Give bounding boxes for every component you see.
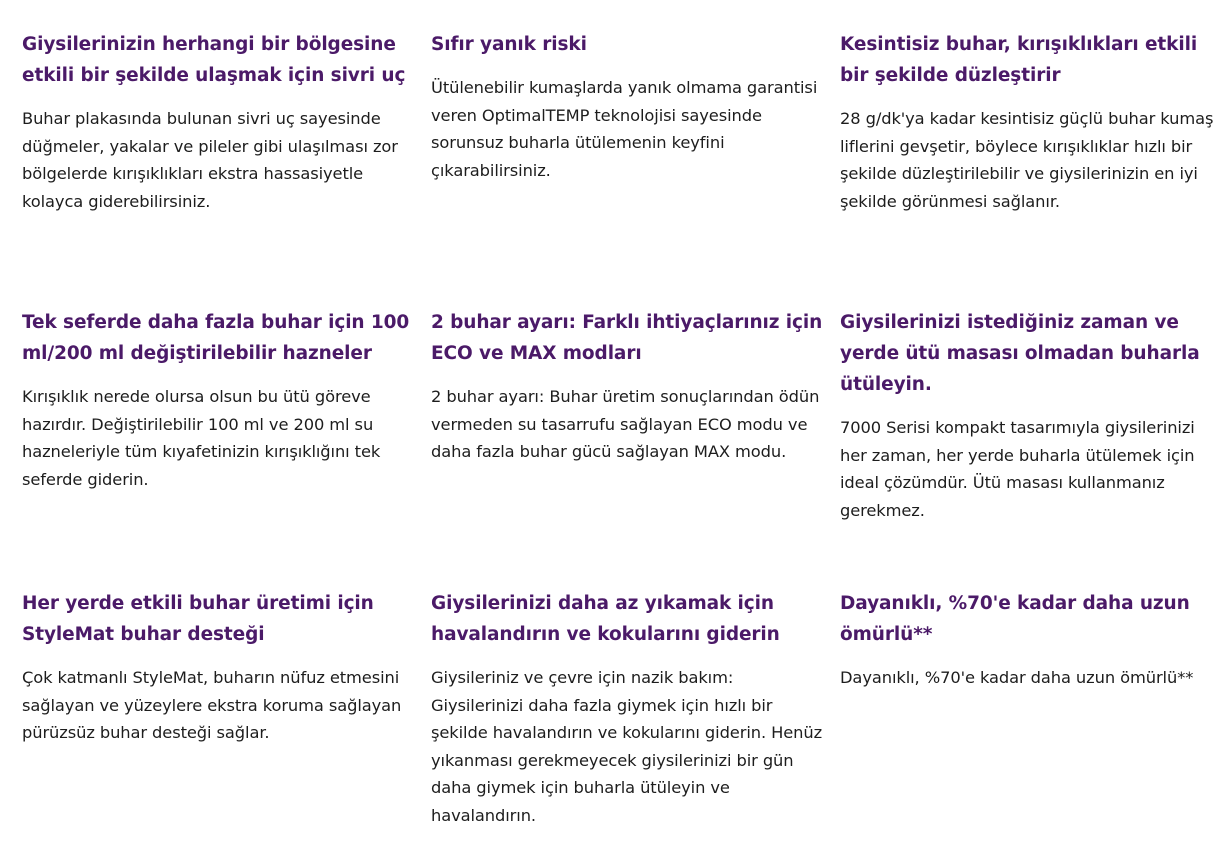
feature-description: 7000 Serisi kompakt tasarımıyla giysilerinizi her zaman, her yerde buharla ütülemek için ideal çözümdür. Ütü masası kullanmanız gerekmez.	[840, 418, 1195, 520]
feature-description: Çok katmanlı StyleMat, buharın nüfuz etmesini sağlayan ve yüzeylere ekstra koruma sağlayan pürüzsüz buhar desteği sağlar.	[22, 668, 402, 742]
feature-description: 28 g/dk'ya kadar kesintisiz güçlü buhar kumaş liflerini gevşetir, böylece kırışıklıklar hızlı bir şekilde düzleştirilebilir ve giysilerinizin en iyi şekilde görünmesi sağlanır.	[840, 109, 1214, 211]
feature-card-stylemat	[22, 588, 414, 747]
feature-description: Kırışıklık nerede olursa olsun bu ütü göreve hazırdır. Değiştirilebilir 100 ml ve 200 ml su hazneleriyle tüm kıyafetinizin kırışıklığını tek seferde giderin.	[22, 387, 381, 489]
feature-card-durability	[840, 588, 1220, 692]
feature-card-continuous-steam	[840, 29, 1220, 215]
feature-title: Sıfır yanık riski	[431, 34, 587, 55]
feature-title: Dayanıklı, %70'e kadar daha uzun ömürlü**	[840, 593, 1190, 645]
feature-description: Dayanıklı, %70'e kadar daha uzun ömürlü**	[840, 668, 1194, 687]
feature-card-no-burn	[431, 29, 823, 184]
feature-description: 2 buhar ayarı: Buhar üretim sonuçlarından ödün vermeden su tasarrufu sağlayan ECO modu ve daha fazla buhar gücü sağlayan MAX modu.	[431, 387, 820, 461]
feature-card-precision-tip	[22, 29, 414, 215]
feature-title: Giysilerinizi daha az yıkamak için havalandırın ve kokularını giderin	[431, 593, 780, 645]
feature-title: Kesintisiz buhar, kırışıklıkları etkili bir şekilde düzleştirir	[840, 34, 1198, 86]
feature-description: Ütülenebilir kumaşlarda yanık olmama garantisi veren OptimalTEMP teknolojisi sayesinde sorunsuz buharla ütülemenin keyfini çıkarabilirsiniz.	[431, 78, 818, 180]
feature-card-water-tanks	[22, 307, 414, 493]
feature-title: Her yerde etkili buhar üretimi için StyleMat buhar desteği	[22, 593, 374, 645]
feature-description: Buhar plakasında bulunan sivri uç sayesinde düğmeler, yakalar ve pileler gibi ulaşılması zor bölgelerde kırışıklıkları ekstra hassasiyetle kolayca giderebilirsiniz.	[22, 109, 398, 211]
feature-title: Tek seferde daha fazla buhar için 100 ml/200 ml değiştirilebilir hazneler	[22, 312, 410, 364]
feature-title: Giysilerinizi istediğiniz zaman ve yerde ütü masası olmadan buharla ütüleyin.	[840, 312, 1200, 395]
feature-title: 2 buhar ayarı: Farklı ihtiyaçlarınız için ECO ve MAX modları	[431, 312, 823, 364]
feature-card-no-ironing-board	[840, 307, 1220, 524]
feature-card-refresh	[431, 588, 823, 829]
feature-card-steam-settings	[431, 307, 823, 466]
feature-description: Giysileriniz ve çevre için nazik bakım: Giysilerinizi daha fazla giymek için hızlı bir şekilde havalandırın ve kokularını giderin. Henüz yıkanması gerekmeyecek giysilerinizi bir gün daha giymek için buharla ütüleyin ve havalandırın.	[431, 668, 823, 825]
feature-title: Giysilerinizin herhangi bir bölgesine etkili bir şekilde ulaşmak için sivri uç	[22, 34, 406, 86]
